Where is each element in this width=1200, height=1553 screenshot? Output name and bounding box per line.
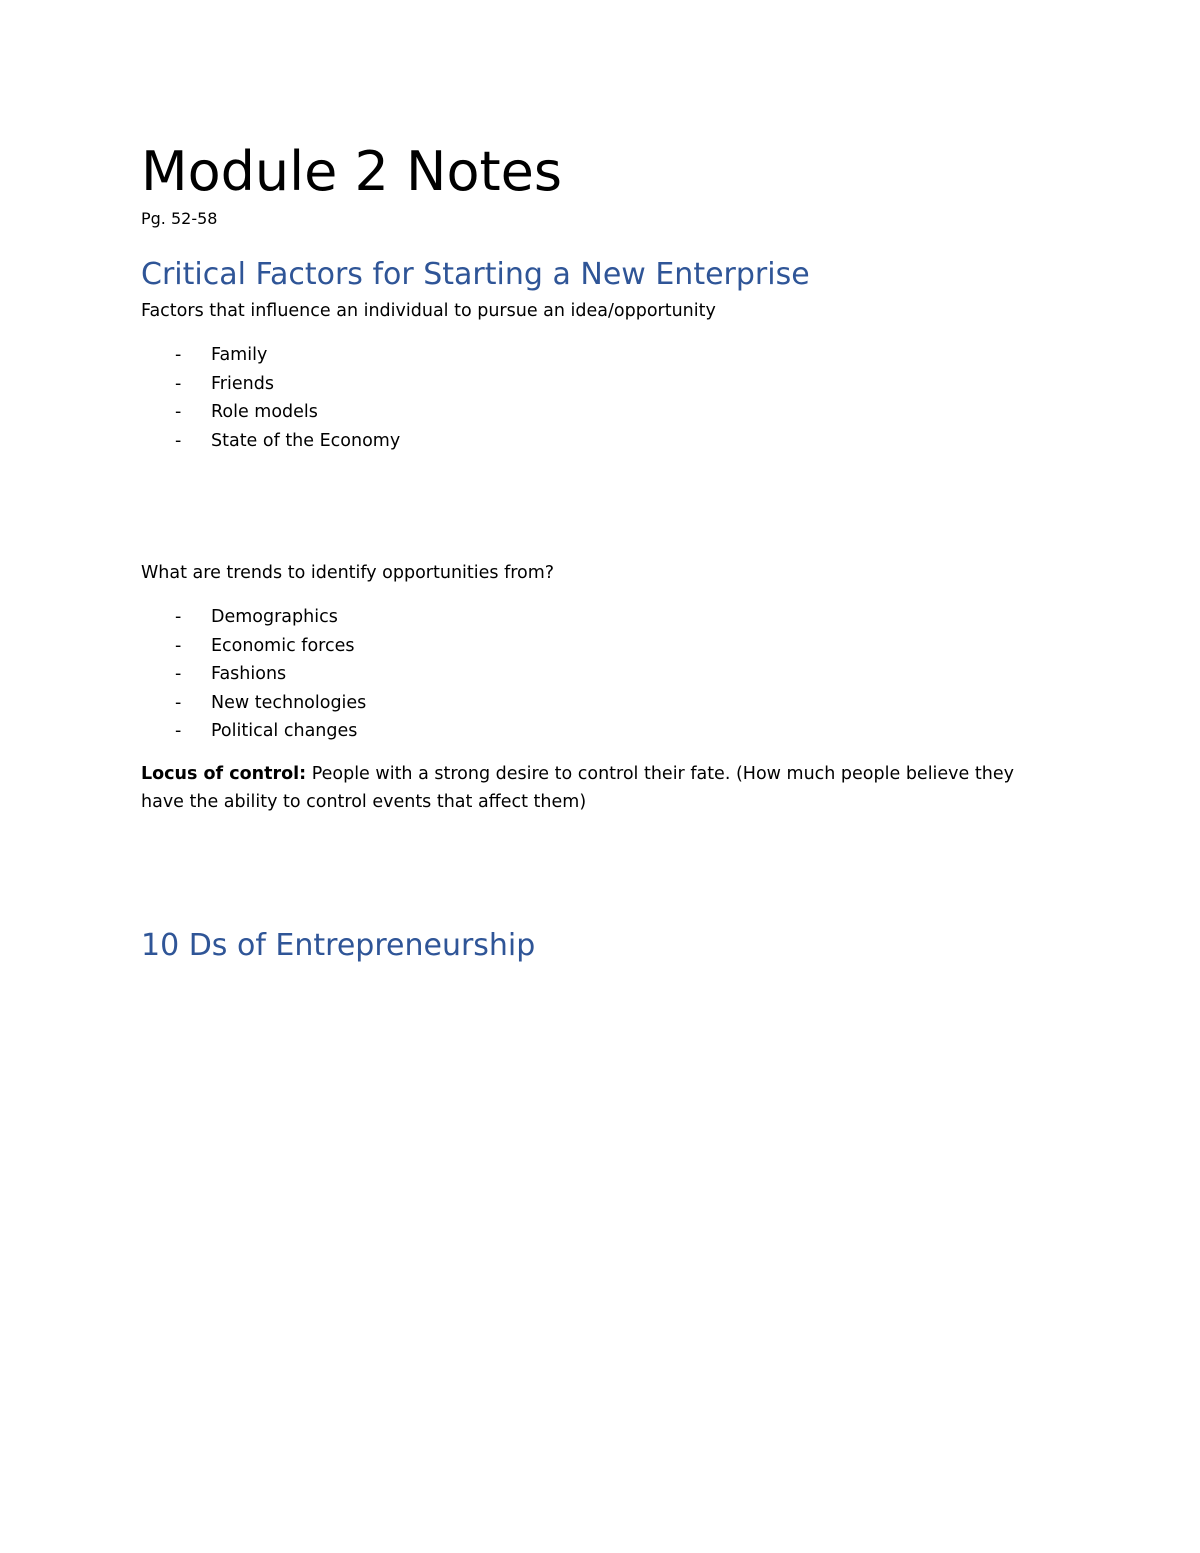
dash-bullet: - xyxy=(175,345,182,365)
page-reference: Pg. 52-58 xyxy=(141,209,218,228)
section-heading-ten-ds: 10 Ds of Entrepreneurship xyxy=(141,928,536,963)
section-heading-critical-factors: Critical Factors for Starting a New Enterprise xyxy=(141,257,810,292)
dash-bullet: - xyxy=(175,721,182,741)
locus-of-control-definition: People with a strong desire to control their fate. (How much people believe they have the ability to control events that affect them) xyxy=(141,764,1014,812)
list-item-text: Demographics xyxy=(211,607,338,627)
list-item-text: Economic forces xyxy=(211,635,355,656)
locus-of-control-term: Locus of control: xyxy=(141,764,307,784)
trends-question-text: What are trends to identify opportunities from? xyxy=(141,563,555,583)
dash-bullet: - xyxy=(175,607,182,627)
dash-bullet: - xyxy=(175,430,182,451)
list-item-text: Fashions xyxy=(211,664,287,684)
list-item-text: New technologies xyxy=(211,692,367,713)
list-item-text: Political changes xyxy=(211,721,358,741)
locus-of-control-paragraph xyxy=(141,760,1061,816)
list-item-text: Friends xyxy=(211,373,274,394)
dash-bullet: - xyxy=(175,402,182,422)
document-title: Module 2 Notes xyxy=(141,140,563,203)
dash-bullet: - xyxy=(175,664,182,684)
list-item-text: Family xyxy=(211,345,268,365)
dash-bullet: - xyxy=(175,635,182,656)
dash-bullet: - xyxy=(175,692,182,713)
list-item-text: State of the Economy xyxy=(211,430,401,451)
list-item-text: Role models xyxy=(211,402,318,422)
factors-intro-text: Factors that influence an individual to pursue an idea/opportunity xyxy=(141,301,716,321)
dash-bullet: - xyxy=(175,373,182,394)
